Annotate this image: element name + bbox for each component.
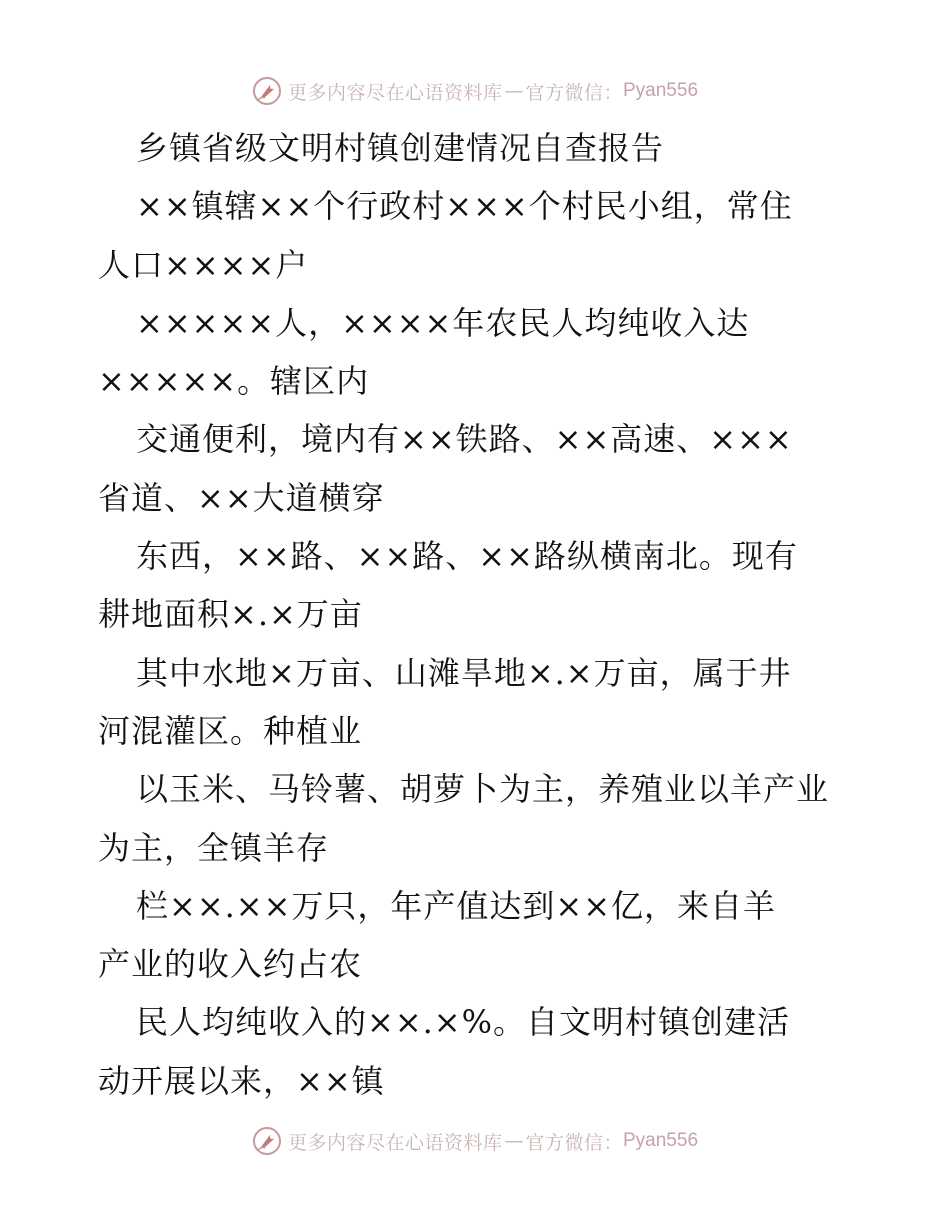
paragraph-line: ×××××人，××××年农民人均纯收入达 bbox=[136, 303, 750, 342]
paragraph-line: 栏××.××万只，年产值达到××亿，来自羊 bbox=[136, 886, 777, 925]
footer-watermark-banner bbox=[0, 1124, 950, 1158]
watermark-wechat-id: Pyan556 bbox=[623, 80, 699, 101]
paragraph-line: 为主，全镇羊存 bbox=[98, 828, 330, 867]
watermark-separator: — bbox=[504, 1130, 524, 1152]
paragraph-line: 东西，××路、××路、××路纵横南北。现有 bbox=[136, 537, 798, 576]
watermark-contact-label: 官方微信： bbox=[525, 1131, 623, 1154]
pen-nib-icon bbox=[252, 76, 282, 106]
watermark-text: 更多内容尽在心语资料库 bbox=[287, 1131, 503, 1154]
watermark-separator: — bbox=[504, 80, 524, 102]
paragraph-line: ××镇辖××个行政村×××个村民小组，常住 bbox=[136, 187, 793, 226]
paragraph-line: 耕地面积×.×万亩 bbox=[98, 595, 363, 634]
paragraph-line: 其中水地×万亩、山滩旱地×.×万亩，属于井 bbox=[136, 653, 792, 692]
paragraph-line: 交通便利，境内有××铁路、××高速、××× bbox=[136, 420, 793, 459]
pen-nib-icon bbox=[252, 1126, 282, 1156]
paragraph-line: 河混灌区。种植业 bbox=[98, 711, 363, 750]
paragraph-line: 产业的收入约占农 bbox=[98, 945, 363, 984]
paragraph-line: 人口××××户 bbox=[98, 245, 309, 284]
paragraph-line: 动开展以来，××镇 bbox=[98, 1061, 385, 1100]
paragraph-line: 以玉米、马铃薯、胡萝卜为主，养殖业以羊产业 bbox=[136, 770, 830, 809]
document-body bbox=[98, 119, 858, 1110]
document-title: 乡镇省级文明村镇创建情况自查报告 bbox=[136, 129, 665, 167]
paragraph-line: 省道、××大道横穿 bbox=[98, 478, 385, 517]
watermark-wechat-id: Pyan556 bbox=[623, 1130, 699, 1151]
header-watermark-banner bbox=[0, 74, 950, 108]
watermark-contact-label: 官方微信： bbox=[525, 81, 623, 104]
paragraph-line: ×××××。辖区内 bbox=[98, 362, 370, 401]
paragraph-line: 民人均纯收入的××.×%。自文明村镇创建活 bbox=[136, 1003, 791, 1042]
watermark-text: 更多内容尽在心语资料库 bbox=[287, 81, 503, 104]
